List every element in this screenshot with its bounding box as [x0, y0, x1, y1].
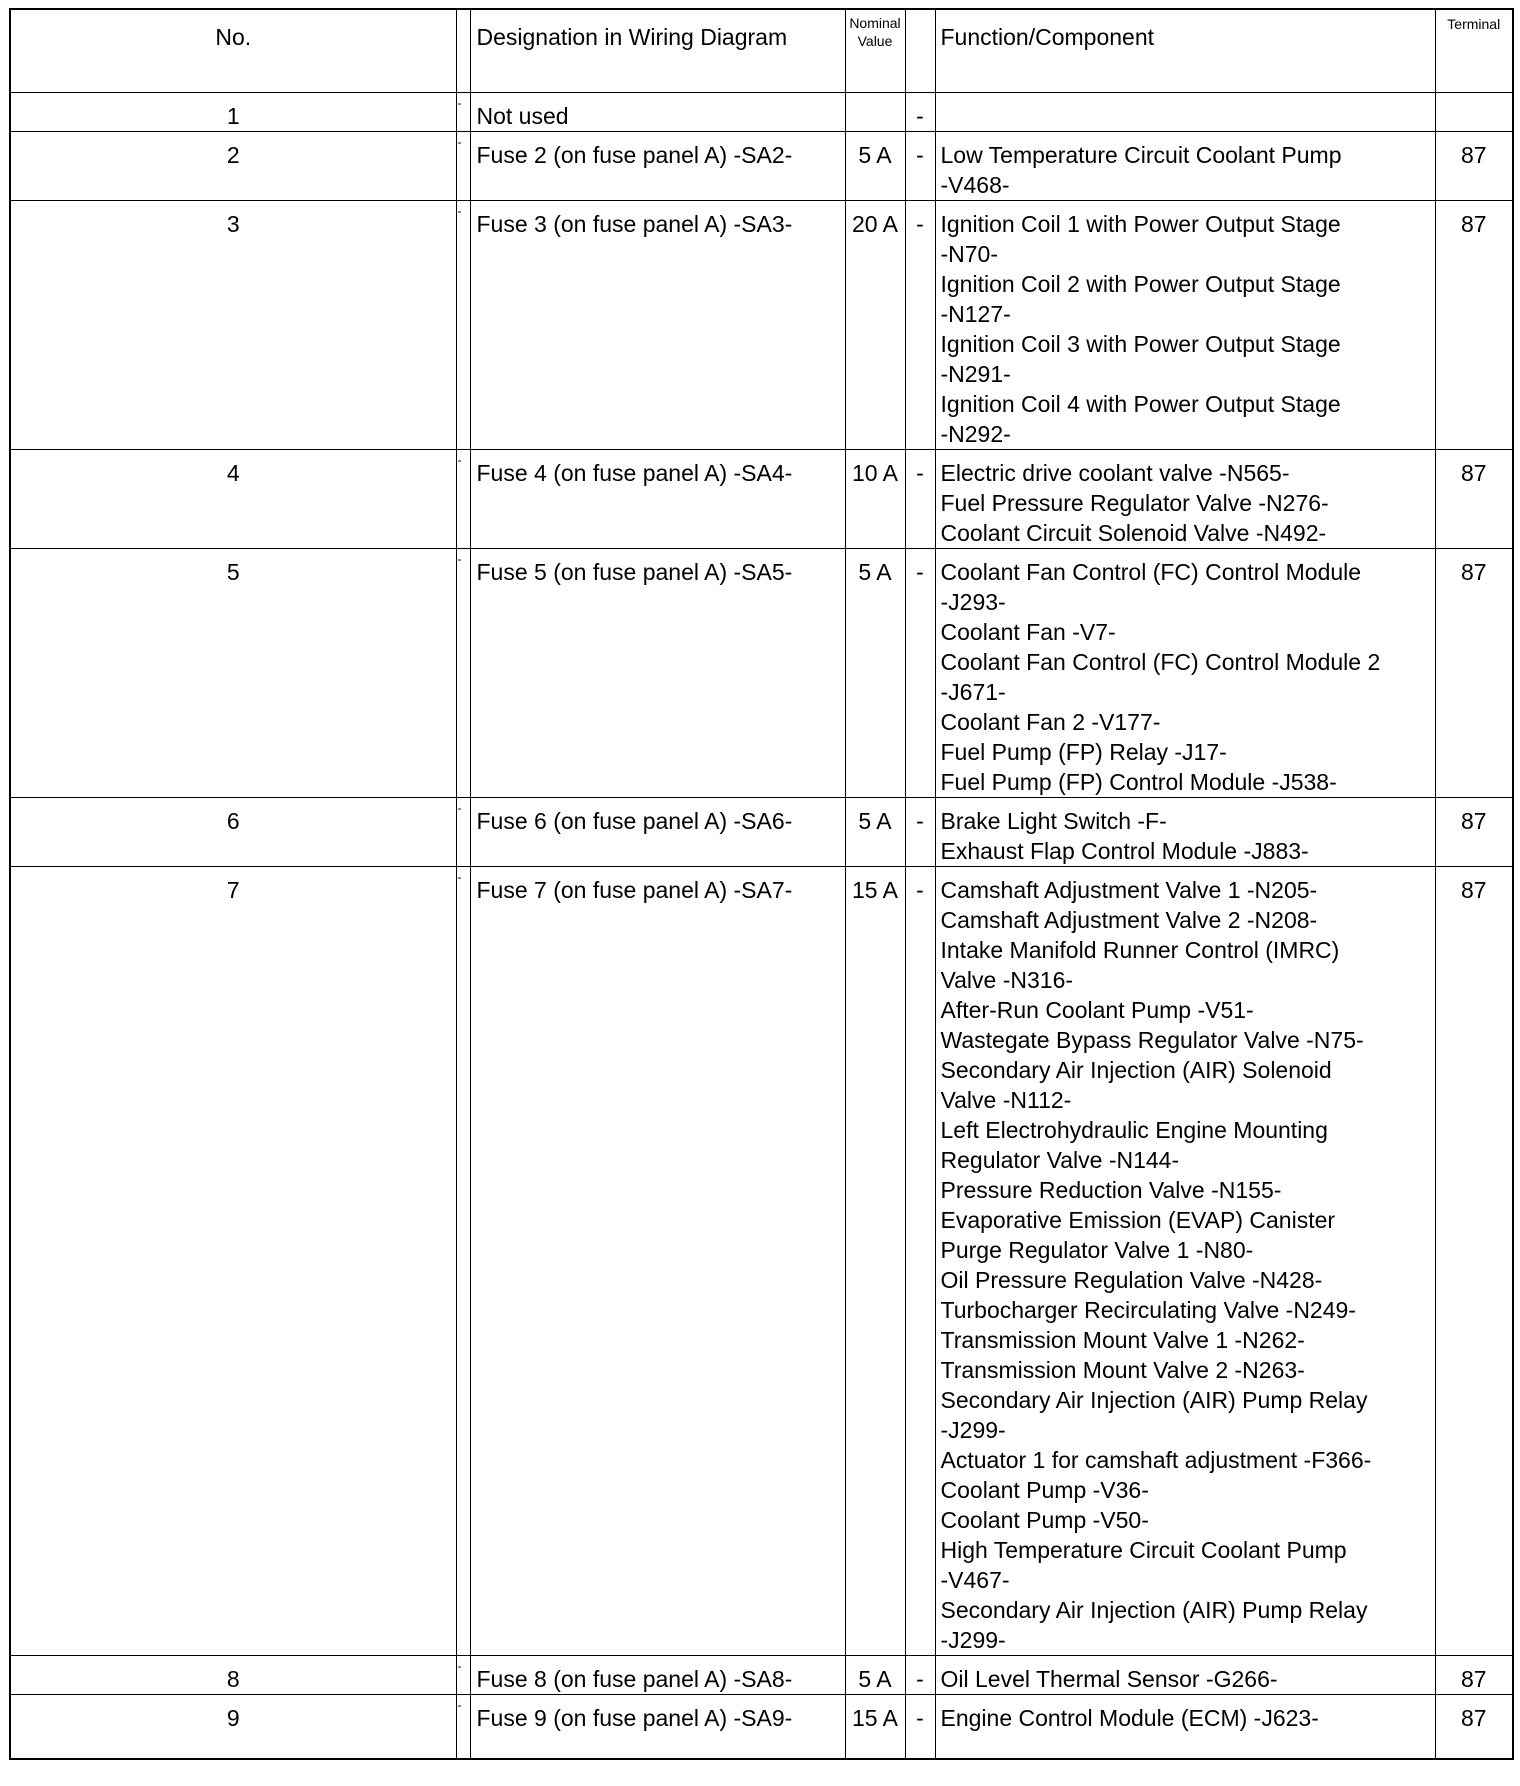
row-dash: - [905, 132, 935, 201]
function-line: Actuator 1 for camshaft adjustment -F366- [940, 1447, 1372, 1473]
function-line: Secondary Air Injection (AIR) Solenoid [940, 1057, 1332, 1083]
row-number: 8 [10, 1656, 456, 1695]
table-row [10, 93, 1513, 132]
row-terminal: 87 [1435, 798, 1513, 867]
row-dash: - [905, 201, 935, 450]
row-designation: Fuse 6 (on fuse panel A) -SA6- [470, 798, 845, 867]
function-line: -J299- [940, 1627, 1006, 1653]
row-function [935, 450, 1435, 549]
row-designation: Not used [470, 93, 845, 132]
function-line: Oil Level Thermal Sensor -G266- [940, 1666, 1278, 1692]
function-line: Transmission Mount Valve 2 -N263- [940, 1357, 1305, 1383]
header-function: Function/Component [935, 9, 1435, 93]
header-designation: Designation in Wiring Diagram [470, 9, 845, 93]
function-line: Ignition Coil 2 with Power Output Stage [940, 271, 1341, 297]
function-line: -N127- [940, 301, 1011, 327]
table-row [10, 1656, 1513, 1695]
row-terminal: 87 [1435, 201, 1513, 450]
row-nominal-value: 10 A [845, 450, 905, 549]
row-number: 5 [10, 549, 456, 798]
row-terminal: 87 [1435, 450, 1513, 549]
function-line: Coolant Fan -V7- [940, 619, 1116, 645]
table-row [10, 549, 1513, 798]
row-number: 3 [10, 201, 456, 450]
function-line: Brake Light Switch -F- [940, 808, 1167, 834]
function-line: -J671- [940, 679, 1006, 705]
row-mark: - [456, 549, 470, 798]
function-line: -V468- [940, 172, 1010, 198]
table-row [10, 798, 1513, 867]
row-dash: - [905, 798, 935, 867]
row-function [935, 549, 1435, 798]
header-spacer [456, 9, 470, 93]
table-row [10, 132, 1513, 201]
row-function [935, 132, 1435, 201]
row-nominal-value: 5 A [845, 798, 905, 867]
row-number: 4 [10, 450, 456, 549]
function-line: Coolant Circuit Solenoid Valve -N492- [940, 520, 1327, 546]
header-nominal-value: Nominal Value [845, 9, 905, 93]
row-function [935, 1695, 1435, 1759]
function-line: Camshaft Adjustment Valve 1 -N205- [940, 877, 1318, 903]
function-line: Purge Regulator Valve 1 -N80- [940, 1237, 1254, 1263]
row-number: 1 [10, 93, 456, 132]
header-terminal: Terminal [1435, 9, 1513, 93]
header-no: No. [10, 9, 456, 93]
row-mark: - [456, 93, 470, 132]
row-terminal: 87 [1435, 1695, 1513, 1759]
row-nominal-value: 15 A [845, 1695, 905, 1759]
function-line: Coolant Fan Control (FC) Control Module 2 [940, 649, 1381, 675]
row-dash: - [905, 450, 935, 549]
row-mark: - [456, 1695, 470, 1759]
function-line: Ignition Coil 4 with Power Output Stage [940, 391, 1341, 417]
row-designation: Fuse 9 (on fuse panel A) -SA9- [470, 1695, 845, 1759]
row-function [935, 798, 1435, 867]
row-number: 2 [10, 132, 456, 201]
function-line: Regulator Valve -N144- [940, 1147, 1180, 1173]
row-designation: Fuse 8 (on fuse panel A) -SA8- [470, 1656, 845, 1695]
function-line: Left Electrohydraulic Engine Mounting [940, 1117, 1328, 1143]
row-designation: Fuse 2 (on fuse panel A) -SA2- [470, 132, 845, 201]
row-dash: - [905, 867, 935, 1656]
row-nominal-value: 5 A [845, 549, 905, 798]
row-nominal-value: 5 A [845, 1656, 905, 1695]
function-line: Coolant Pump -V50- [940, 1507, 1149, 1533]
function-line: Electric drive coolant valve -N565- [940, 460, 1290, 486]
function-line: Wastegate Bypass Regulator Valve -N75- [940, 1027, 1364, 1053]
row-mark: - [456, 201, 470, 450]
function-line: After-Run Coolant Pump -V51- [940, 997, 1254, 1023]
function-line: -N291- [940, 361, 1011, 387]
header-spacer-2 [905, 9, 935, 93]
row-function [935, 201, 1435, 450]
row-terminal [1435, 93, 1513, 132]
row-function [935, 93, 1435, 132]
function-line: Fuel Pump (FP) Relay -J17- [940, 739, 1227, 765]
fuse-table-body [10, 9, 1513, 1759]
row-nominal-value [845, 93, 905, 132]
function-line: Engine Control Module (ECM) -J623- [940, 1705, 1319, 1731]
table-header-row [10, 9, 1513, 93]
row-designation: Fuse 4 (on fuse panel A) -SA4- [470, 450, 845, 549]
function-line: Coolant Fan Control (FC) Control Module [940, 559, 1362, 585]
function-line: Fuel Pressure Regulator Valve -N276- [940, 490, 1329, 516]
function-line: Ignition Coil 1 with Power Output Stage [940, 211, 1341, 237]
function-line: Evaporative Emission (EVAP) Canister [940, 1207, 1336, 1233]
row-function [935, 1656, 1435, 1695]
function-line: Valve -N112- [940, 1087, 1072, 1113]
function-line: Pressure Reduction Valve -N155- [940, 1177, 1282, 1203]
function-line: -J299- [940, 1417, 1006, 1443]
function-line: Intake Manifold Runner Control (IMRC) [940, 937, 1340, 963]
row-nominal-value: 15 A [845, 867, 905, 1656]
function-line: -J293- [940, 589, 1006, 615]
function-line: Low Temperature Circuit Coolant Pump [940, 142, 1342, 168]
row-number: 9 [10, 1695, 456, 1759]
function-line: Oil Pressure Regulation Valve -N428- [940, 1267, 1323, 1293]
row-mark: - [456, 798, 470, 867]
row-designation: Fuse 5 (on fuse panel A) -SA5- [470, 549, 845, 798]
function-line: Coolant Fan 2 -V177- [940, 709, 1161, 735]
row-mark: - [456, 1656, 470, 1695]
row-dash: - [905, 549, 935, 798]
row-terminal: 87 [1435, 549, 1513, 798]
function-line: Coolant Pump -V36- [940, 1477, 1149, 1503]
function-line: Ignition Coil 3 with Power Output Stage [940, 331, 1341, 357]
row-function [935, 867, 1435, 1656]
table-row [10, 1695, 1513, 1759]
row-dash: - [905, 1695, 935, 1759]
function-line: Transmission Mount Valve 1 -N262- [940, 1327, 1305, 1353]
fuse-table [9, 8, 1514, 1760]
function-line: Fuel Pump (FP) Control Module -J538- [940, 769, 1337, 795]
row-dash: - [905, 1656, 935, 1695]
table-row [10, 201, 1513, 450]
row-mark: - [456, 450, 470, 549]
row-designation: Fuse 7 (on fuse panel A) -SA7- [470, 867, 845, 1656]
function-line: -N70- [940, 241, 999, 267]
row-designation: Fuse 3 (on fuse panel A) -SA3- [470, 201, 845, 450]
function-line: Exhaust Flap Control Module -J883- [940, 838, 1309, 864]
row-terminal: 87 [1435, 1656, 1513, 1695]
row-number: 7 [10, 867, 456, 1656]
table-row [10, 450, 1513, 549]
function-line: -V467- [940, 1567, 1010, 1593]
function-line: -N292- [940, 421, 1011, 447]
row-mark: - [456, 867, 470, 1656]
function-line: Camshaft Adjustment Valve 2 -N208- [940, 907, 1318, 933]
row-nominal-value: 20 A [845, 201, 905, 450]
function-line: Secondary Air Injection (AIR) Pump Relay [940, 1597, 1368, 1623]
function-line: High Temperature Circuit Coolant Pump [940, 1537, 1347, 1563]
row-mark: - [456, 132, 470, 201]
row-nominal-value: 5 A [845, 132, 905, 201]
row-terminal: 87 [1435, 132, 1513, 201]
row-terminal: 87 [1435, 867, 1513, 1656]
row-dash: - [905, 93, 935, 132]
function-line: Turbocharger Recirculating Valve -N249- [940, 1297, 1356, 1323]
row-number: 6 [10, 798, 456, 867]
function-line: Secondary Air Injection (AIR) Pump Relay [940, 1387, 1368, 1413]
table-row [10, 867, 1513, 1656]
function-line: Valve -N316- [940, 967, 1074, 993]
